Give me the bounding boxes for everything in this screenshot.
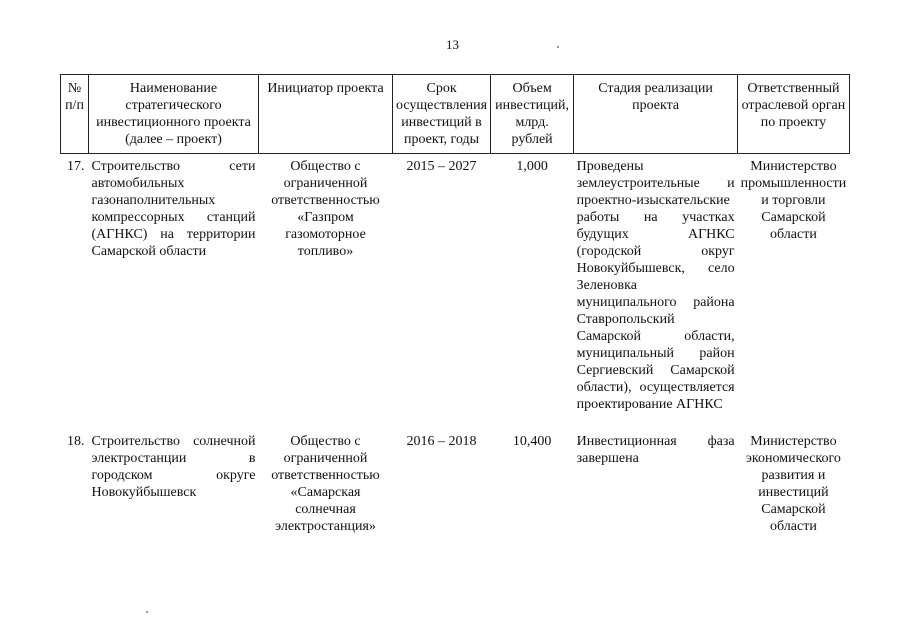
scan-speck bbox=[146, 611, 148, 613]
scan-speck bbox=[557, 46, 559, 48]
investment-projects-table bbox=[60, 74, 850, 545]
header-term: Срок осуществления инвестиций в проект, годы bbox=[393, 75, 491, 154]
row-number: 18. bbox=[67, 434, 85, 449]
header-initiator: Инициатор проекта bbox=[259, 75, 393, 154]
investment-term: 2016 – 2018 bbox=[406, 434, 477, 449]
table-row bbox=[61, 423, 850, 545]
table-header-row bbox=[61, 75, 850, 154]
project-initiator: Общество с ограниченной ответственностью «Газпром газомоторное топливо» bbox=[271, 159, 380, 259]
project-name: Строительство солнечной электростанции в городском округе Новокуйбышевск bbox=[91, 434, 256, 500]
page-number: 13 bbox=[446, 37, 459, 52]
responsible-body: Министерство экономического развития и инвестиций Самарской области bbox=[745, 434, 841, 534]
investment-term: 2015 – 2027 bbox=[406, 159, 477, 174]
investment-volume: 1,000 bbox=[516, 159, 548, 174]
project-initiator: Общество с ограниченной ответственностью «Самарская солнечная электростанция» bbox=[271, 434, 380, 534]
header-project-name: Наименование стратегического инвестиционного проекта (далее – проект) bbox=[89, 75, 259, 154]
header-volume: Объем инвестиций, млрд. рублей bbox=[491, 75, 574, 154]
table-row bbox=[61, 154, 850, 424]
project-name: Строительство сети автомобильных газонаполнительных компрессорных станций (АГНКС) на территории Самарской области bbox=[91, 159, 256, 259]
implementation-stage: Проведены землеустроительные и проектно-изыскательские работы на участках будущих АГНКС (городской округ Новокуйбышевск, село Зеленовка муниципального района Ставропольский Самарской области, муниципальный район Сергиевский Самарской области), осуществляется проектирование АГНКС bbox=[576, 159, 735, 412]
implementation-stage: Инвестиционная фаза завершена bbox=[576, 434, 735, 466]
header-num: № п/п bbox=[61, 75, 89, 154]
investment-volume: 10,400 bbox=[512, 434, 552, 449]
row-number: 17. bbox=[67, 159, 85, 174]
header-responsible: Ответственный отраслевой орган по проекту bbox=[738, 75, 850, 154]
header-stage: Стадия реализации проекта bbox=[574, 75, 738, 154]
responsible-body: Министерство промышленности и торговли Самарской области bbox=[740, 159, 847, 242]
